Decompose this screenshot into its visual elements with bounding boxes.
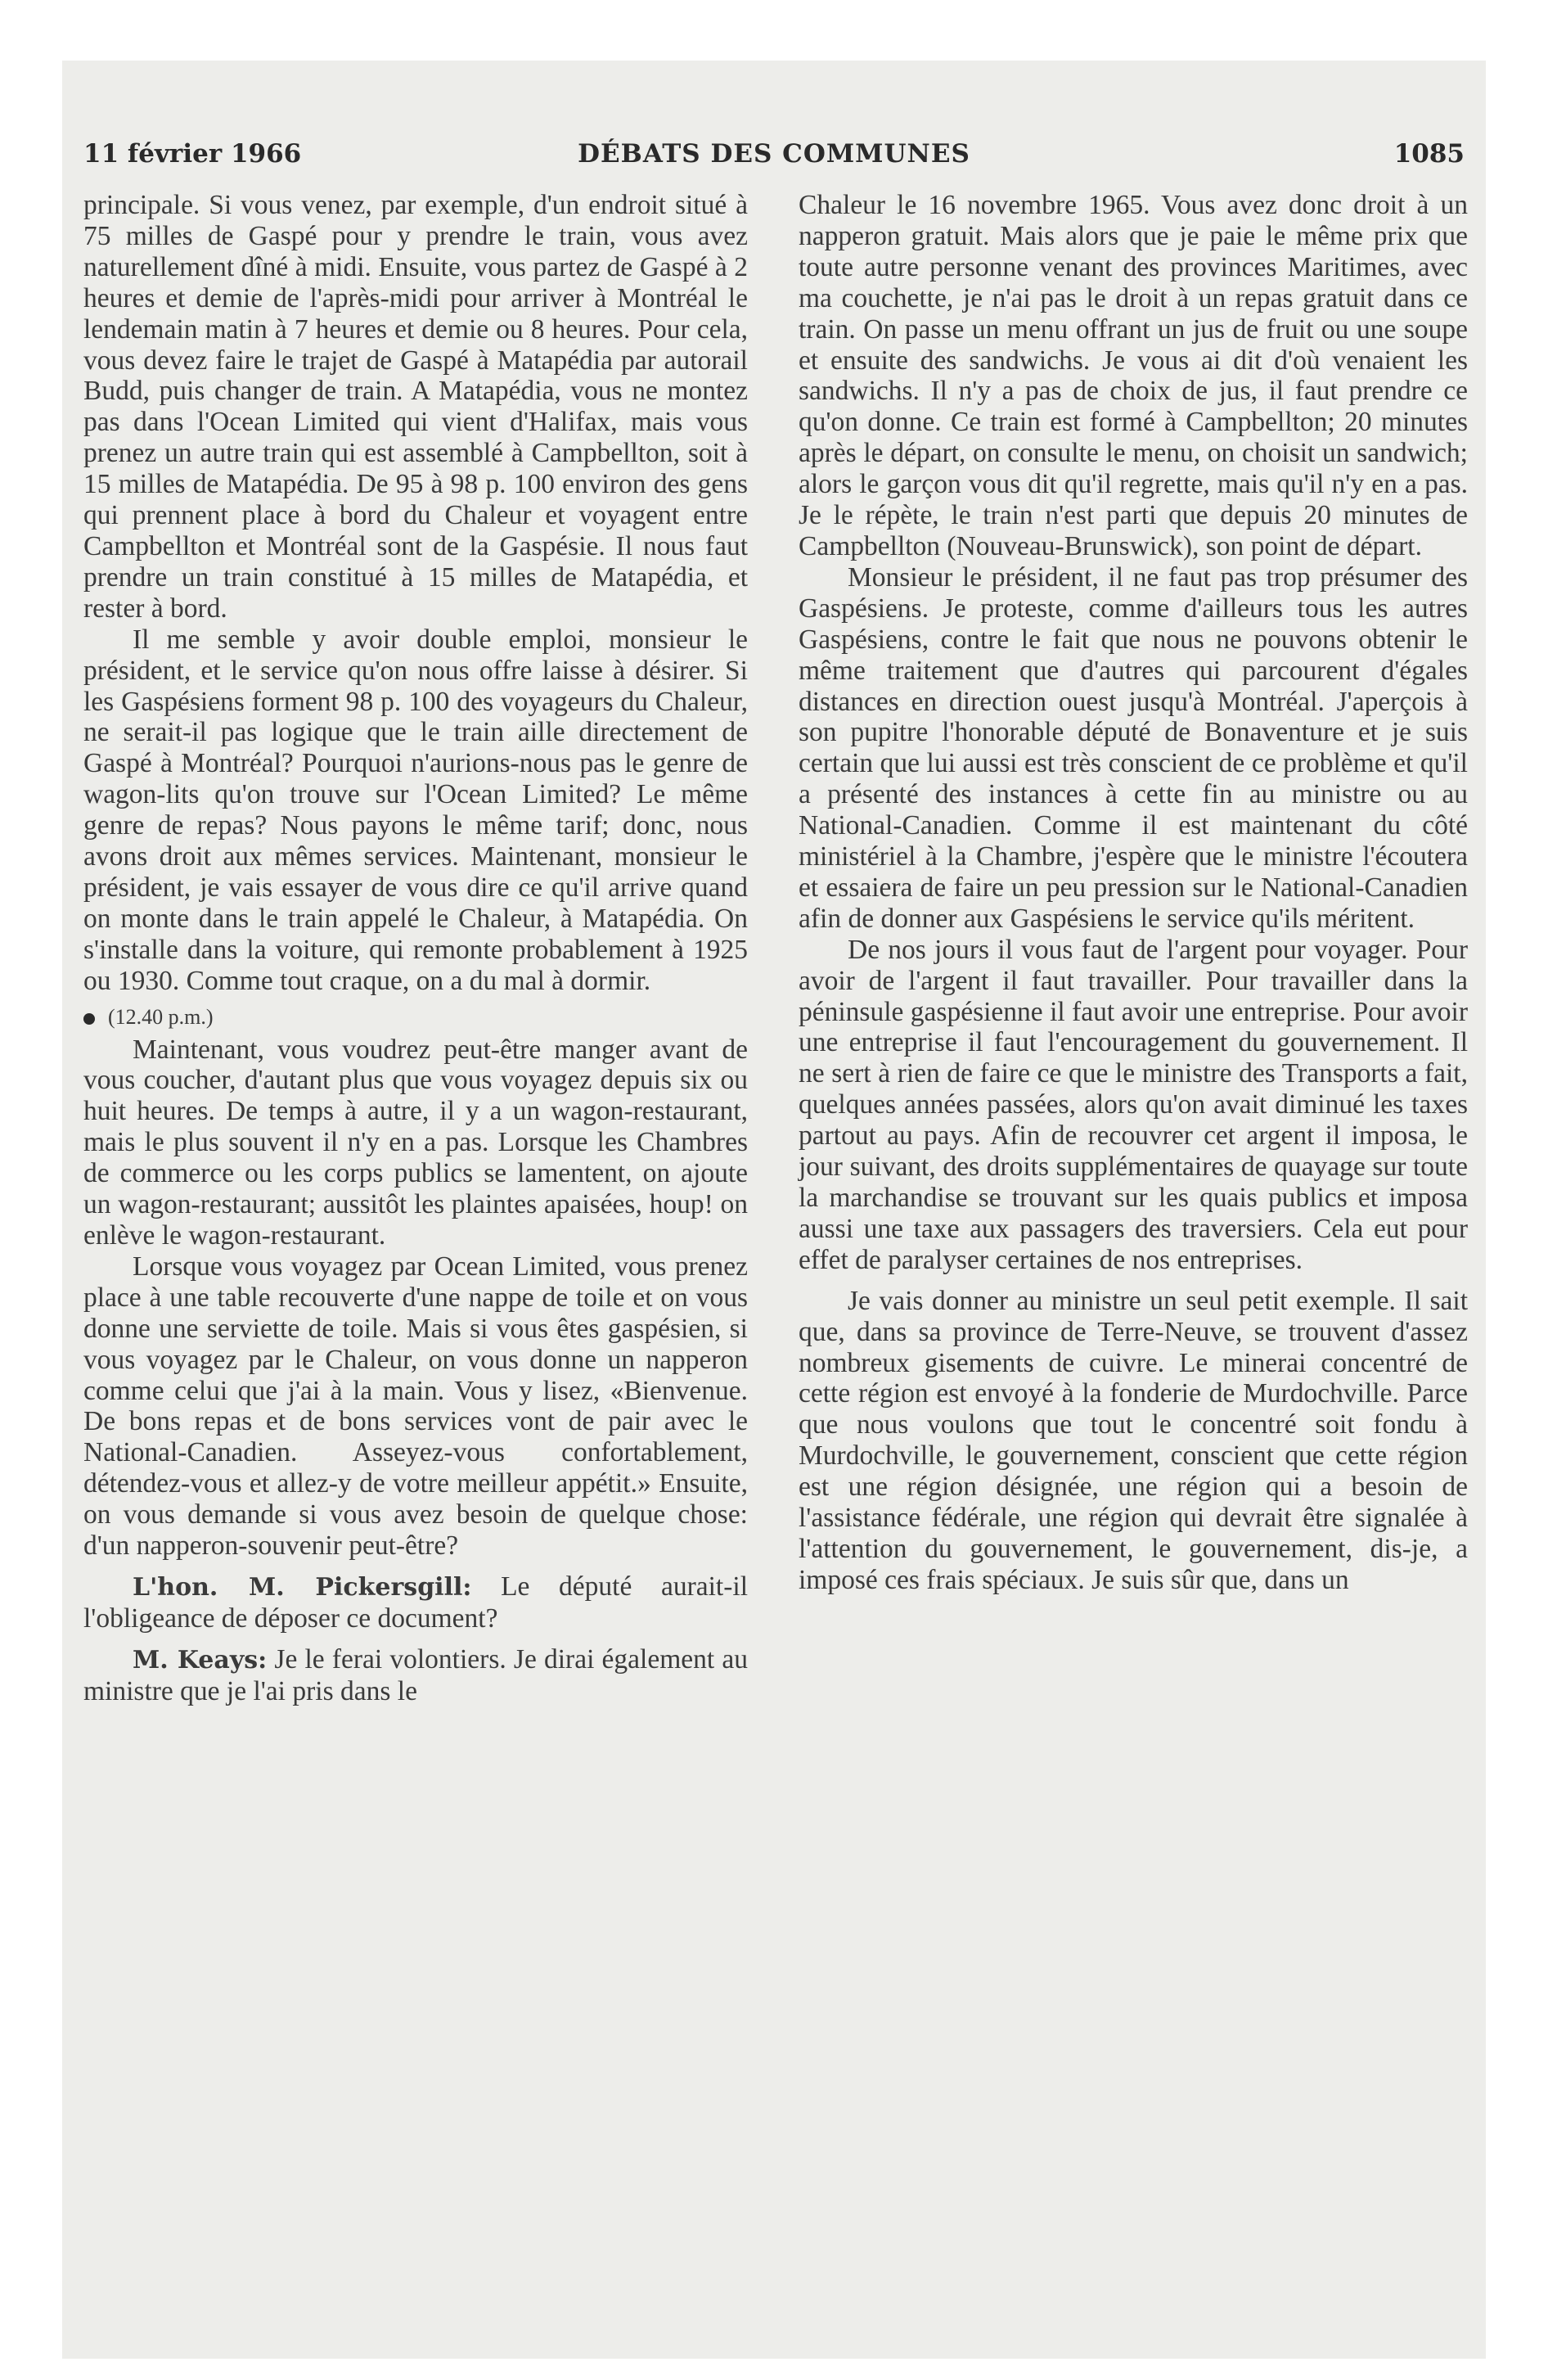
right-paragraph-3: De nos jours il vous faut de l'argent pour voyager. Pour avoir de l'argent il faut travailler. Pour travailler dans la péninsule gaspésienne il faut avoir une entreprise. Pour avoir une entreprise il faut l'encouragement du gouvernement. Il ne sert à rien de faire ce que le ministre des Transports a fait, quelques années passées, alors qu'on avait diminué les taxes partout au pays. Afin de recouvrer cet argent il imposa, le jour suivant, des droits supplémentaires de quayage sur toute la marchandise se trouvant sur les quais publics et imposa aussi une taxe aux passagers des traversiers. Cela eut pour effet de paralyser certaines de nos entreprises.: [799, 934, 1468, 1275]
left-paragraph-6: [83, 1644, 748, 1707]
left-paragraph-1: principale. Si vous venez, par exemple, d'un endroit situé à 75 milles de Gaspé pour y prendre le train, vous avez naturellement dîné à midi. Ensuite, vous partez de Gaspé à 2 heures et demie de l'après-midi pour arriver à Montréal le lendemain matin à 7 heures et demie ou 8 heures. Pour cela, vous devez faire le trajet de Gaspé à Matapédia par autorail Budd, puis changer de train. A Matapédia, vous ne montez pas dans l'Ocean Limited qui vient d'Halifax, mais vous prenez un autre train qui est assemblé à Campbellton, soit à 15 milles de Matapédia. De 95 à 98 p. 100 environ des gens qui prennent place à bord du Chaleur et voyagent entre Campbellton et Montréal sont de la Gaspésie. Il nous faut prendre un train constitué à 15 milles de Matapédia, et rester à bord.: [83, 190, 748, 624]
speech-pickersgill: Le député aurait-il l'obligeance de déposer ce document?: [83, 1571, 749, 1634]
page-header: [83, 139, 1465, 177]
left-paragraph-4: Lorsque vous voyagez par Ocean Limited, vous prenez place à une table recouverte d'une nappe de toile et on vous donne une serviette de toile. Mais si vous êtes gaspésien, si vous voyagez par le Chaleur, on vous donne un napperon comme celui que j'ai à la main. Vous y lisez, «Bienvenue. De bons repas et de bons services vont de pair avec le National-Canadien. Asseyez-vous confortablement, détendez-vous et allez-y de votre meilleur appétit.» Ensuite, on vous demande si vous avez besoin de quelque chose: d'un napperon-souvenir peut-être?: [83, 1251, 748, 1562]
left-paragraph-5: [83, 1571, 748, 1634]
document-page: [62, 61, 1486, 2359]
speech-keays: Je le ferai volontiers. Je dirai également au ministre que je l'ai pris dans le: [83, 1643, 748, 1706]
time-marker: [83, 1003, 748, 1031]
speaker-pickersgill: L'hon. M. Pickersgill:: [133, 1572, 472, 1602]
right-paragraph-1: Chaleur le 16 novembre 1965. Vous avez donc droit à un napperon gratuit. Mais alors que je paie le même prix que toute autre personne venant des provinces Maritimes, avec ma couchette, je n'ai pas le droit à un repas gratuit dans ce train. On passe un menu offrant un jus de fruit ou une soupe et ensuite des sandwichs. Je vous ai dit d'où venaient les sandwichs. Il n'y a pas de choix de jus, il faut prendre ce qu'on donne. Ce train est formé à Campbellton; 20 minutes après le départ, on consulte le menu, on choisit un sandwich; alors le garçon vous dit qu'il regrette, mais qu'il n'y en a pas. Je le répète, le train n'est parti que depuis 20 minutes de Campbellton (Nouveau-Brunswick), son point de départ.: [799, 190, 1468, 561]
header-date: 11 février 1966: [83, 139, 302, 169]
header-page-number: 1085: [1393, 139, 1465, 169]
left-column: [83, 190, 748, 1707]
time-text: (12.40 p.m.): [108, 1004, 214, 1029]
header-title: DÉBATS DES COMMUNES: [578, 139, 970, 169]
left-paragraph-3: Maintenant, vous voudrez peut-être manger avant de vous coucher, d'autant plus que vous voyagez depuis six ou huit heures. De temps à autre, il y a un wagon-restaurant, mais le plus souvent il n'y en a pas. Lorsque les Chambres de commerce ou les corps publics se lamentent, on ajoute un wagon-restaurant; aussitôt les plaintes apaisées, houp! on enlève le wagon-restaurant.: [83, 1034, 748, 1251]
left-paragraph-2: Il me semble y avoir double emploi, monsieur le président, et le service qu'on nous offre laisse à désirer. Si les Gaspésiens forment 98 p. 100 des voyageurs du Chaleur, ne serait-il pas logique que le train aille directement de Gaspé à Montréal? Pourquoi n'aurions-nous pas le genre de wagon-lits qu'on trouve sur l'Ocean Limited? Le même genre de repas? Nous payons le même tarif; donc, nous avons droit aux mêmes services. Maintenant, monsieur le président, je vais essayer de vous dire ce qu'il arrive quand on monte dans le train appelé le Chaleur, à Matapédia. On s'installe dans la voiture, qui remonte probablement à 1925 ou 1930. Comme tout craque, on a du mal à dormir.: [83, 624, 748, 996]
right-column: [799, 190, 1468, 1596]
speaker-keays: M. Keays:: [133, 1645, 268, 1675]
right-paragraph-4: Je vais donner au ministre un seul petit exemple. Il sait que, dans sa province de Terre-Neuve, se trouvent d'assez nombreux gisements de cuivre. Le minerai concentré de cette région est envoyé à la fonderie de Murdochville. Parce que nous voulons que tout le concentré soit fondu à Murdochville, le gouvernement, conscient que cette région est une région désignée, une région qui a besoin de l'assistance fédérale, une région qui devrait être signalée à l'attention du gouvernement, le gouvernement, dis-je, a imposé ces frais spéciaux. Je suis sûr que, dans un: [799, 1285, 1468, 1595]
right-paragraph-2: Monsieur le président, il ne faut pas trop présumer des Gaspésiens. Je proteste, comme d'ailleurs tous les autres Gaspésiens, contre le fait que nous ne pouvons obtenir le même traitement que d'autres qui parcourent d'égales distances en direction ouest jusqu'à Montréal. J'aperçois à son pupitre l'honorable député de Bonaventure et je suis certain que lui aussi est très conscient de ce problème et qu'il a présenté des instances à cette fin au ministre ou au National-Canadien. Comme il est maintenant du côté ministériel à la Chambre, j'espère que le ministre l'écoutera et essaiera de faire un peu pression sur le National-Canadien afin de donner aux Gaspésiens le service qu'ils méritent.: [799, 561, 1468, 934]
bullet-icon: [83, 1013, 95, 1025]
